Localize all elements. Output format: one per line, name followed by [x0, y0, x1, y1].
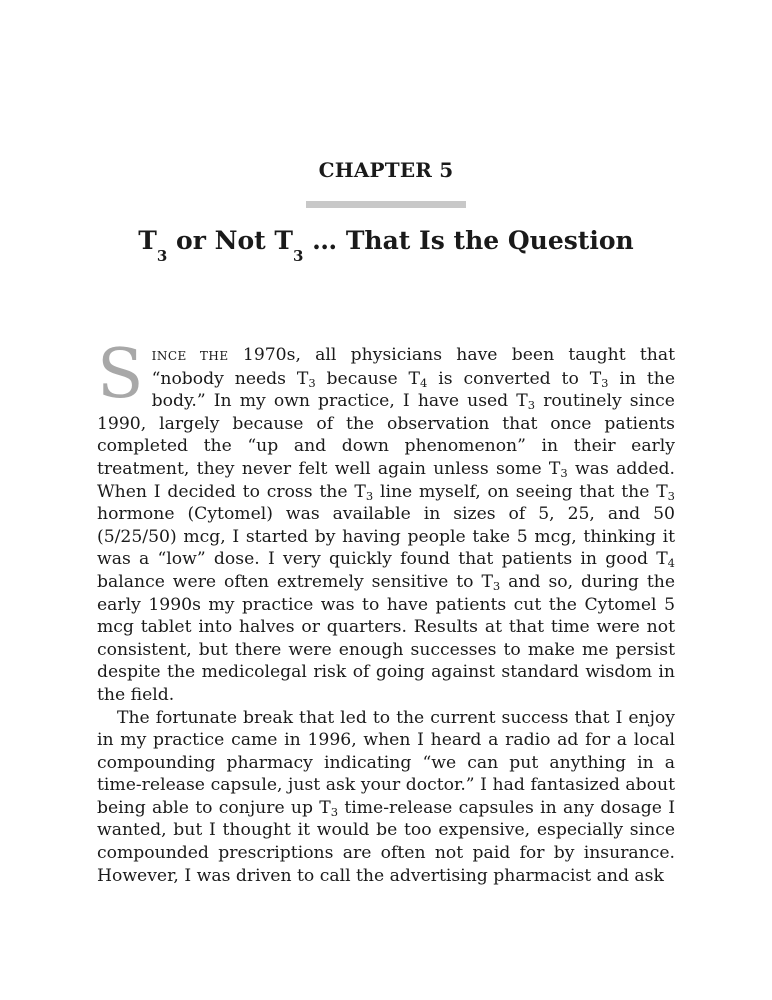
subscript: 3	[330, 804, 339, 819]
text-run: because T	[315, 368, 421, 389]
text-run: is converted to T	[427, 368, 602, 389]
title-text-2: or Not T	[167, 226, 293, 255]
text-run: time-release capsules in any dosage I wanted, but I thought it would be too expensive, especially since compounded prescriptions are often not paid for by insurance. However, I was driven to call the advertising pharmacist and ask	[97, 797, 675, 886]
body-text	[97, 335, 675, 887]
small-caps-lead: INCE THE	[151, 349, 229, 363]
paragraph-2	[97, 707, 675, 888]
subscript: 3	[308, 375, 316, 390]
title-text-1: T	[138, 226, 157, 255]
text-run: in the body.” In my own practice, I have used T	[151, 368, 675, 412]
text-run: 1970s, all physicians have been taught that “nobody needs T	[151, 345, 675, 389]
subscript: 3	[492, 578, 501, 593]
title-subscript-1: 3	[156, 247, 168, 265]
text-run: balance were often extremely sensitive to T	[97, 571, 493, 592]
chapter-label: CHAPTER 5	[318, 158, 454, 182]
chapter-divider-rule	[306, 201, 466, 208]
text-run: hormone (Cytomel) was available in sizes of 5, 25, and 50 (5/25/50) mcg, I started by having people take 5 mcg, thinking it was a “low” dose. I very quickly found that patients in good T	[97, 504, 675, 570]
title-subscript-2: 3	[292, 247, 304, 265]
paragraph-1	[97, 335, 675, 707]
subscript: 3	[527, 398, 536, 413]
text-run: line myself, on seeing that the T	[373, 481, 668, 502]
text-run: routinely since 1990, largely because of the observation that once patients completed the “up and down phenomenon” in their early treatment, they never felt well again unless some T	[97, 391, 675, 479]
drop-cap: S	[97, 335, 144, 414]
subscript: 3	[667, 488, 675, 503]
subscript: 3	[560, 465, 568, 480]
subscript: 3	[365, 488, 374, 503]
subscript: 4	[420, 375, 428, 390]
text-run: was added. When I decided to cross the T	[97, 458, 675, 502]
chapter-title	[0, 226, 772, 265]
title-text-3: … That Is the Question	[303, 226, 634, 255]
text-run: The fortunate break that led to the current success that I enjoy in my practice came in 1996, when I heard a radio ad for a local compounding pharmacy indicating “we can put anything in a time-release capsule, just ask your doctor.” I had fantasized about being able to conjure up T	[97, 707, 675, 818]
text-run: and so, during the early 1990s my practice was to have patients cut the Cytomel 5 mcg tablet into halves or quarters. Results at that time were not consistent, but there were enough successes to make me persist despite the medicolegal risk of going against standard wisdom in the field.	[97, 571, 675, 705]
subscript: 4	[667, 556, 675, 571]
subscript: 3	[601, 375, 609, 390]
